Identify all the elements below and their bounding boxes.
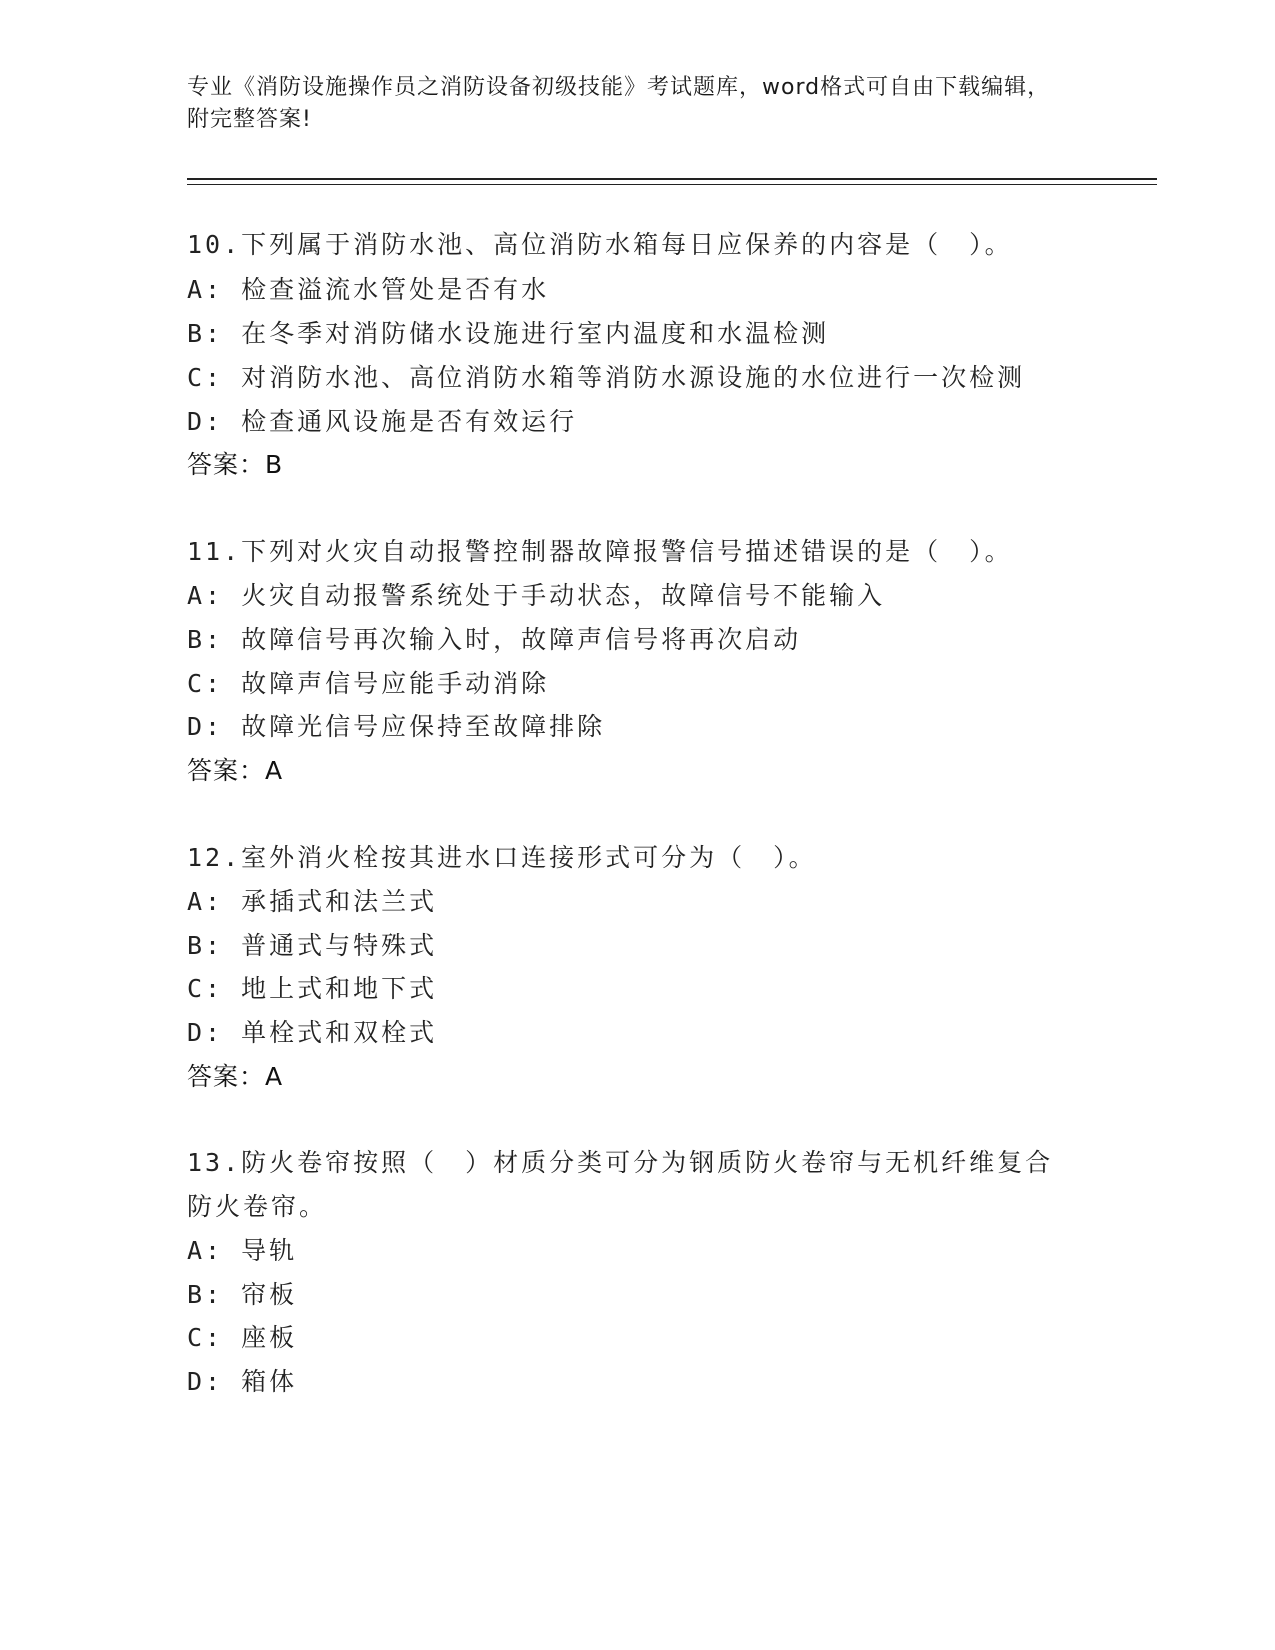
- question-12-answer: 答案：A: [187, 1062, 284, 1091]
- question-13-option-a: A: 导轨: [187, 1236, 298, 1265]
- question-10-stem: 10.下列属于消防水池、高位消防水箱每日应保养的内容是（ ）。: [187, 230, 1013, 259]
- question-12-option-d: D: 单栓式和双栓式: [187, 1018, 438, 1047]
- question-11-answer: 答案：A: [187, 756, 284, 785]
- question-10-option-a: A: 检查溢流水管处是否有水: [187, 275, 550, 304]
- question-13-option-b: B: 帘板: [187, 1280, 298, 1309]
- header-divider-thick: [187, 178, 1157, 180]
- document-header: 专业《消防设施操作员之消防设备初级技能》考试题库，word格式可自由下载编辑，附完整答案!: [187, 75, 1051, 132]
- question-10-option-d: D: 检查通风设施是否有效运行: [187, 407, 578, 436]
- question-10-option-c: C: 对消防水池、高位消防水箱等消防水源设施的水位进行一次检测: [187, 363, 1026, 392]
- question-13-stem-line-2: 防火卷帘。: [187, 1192, 328, 1221]
- question-12-option-c: C: 地上式和地下式: [187, 974, 438, 1003]
- question-11-option-d: D: 故障光信号应保持至故障排除: [187, 712, 606, 741]
- question-12-stem: 12.室外消火栓按其进水口连接形式可分为（ ）。: [187, 843, 817, 872]
- header-divider-thin: [187, 184, 1157, 185]
- question-10-option-b: B: 在冬季对消防储水设施进行室内温度和水温检测: [187, 319, 830, 348]
- question-10-answer: 答案：B: [187, 450, 284, 479]
- question-11-option-c: C: 故障声信号应能手动消除: [187, 669, 550, 698]
- question-12-option-b: B: 普通式与特殊式: [187, 931, 438, 960]
- question-13-option-c: C: 座板: [187, 1323, 298, 1352]
- question-12-option-a: A: 承插式和法兰式: [187, 887, 438, 916]
- question-11-stem: 11.下列对火灾自动报警控制器故障报警信号描述错误的是（ ）。: [187, 537, 1013, 566]
- question-13-stem-line-1: 13.防火卷帘按照（ ）材质分类可分为钢质防火卷帘与无机纤维复合: [187, 1148, 1054, 1177]
- question-11-option-a: A: 火灾自动报警系统处于手动状态，故障信号不能输入: [187, 581, 886, 610]
- question-13-option-d: D: 箱体: [187, 1367, 298, 1396]
- question-11-option-b: B: 故障信号再次输入时，故障声信号将再次启动: [187, 625, 802, 654]
